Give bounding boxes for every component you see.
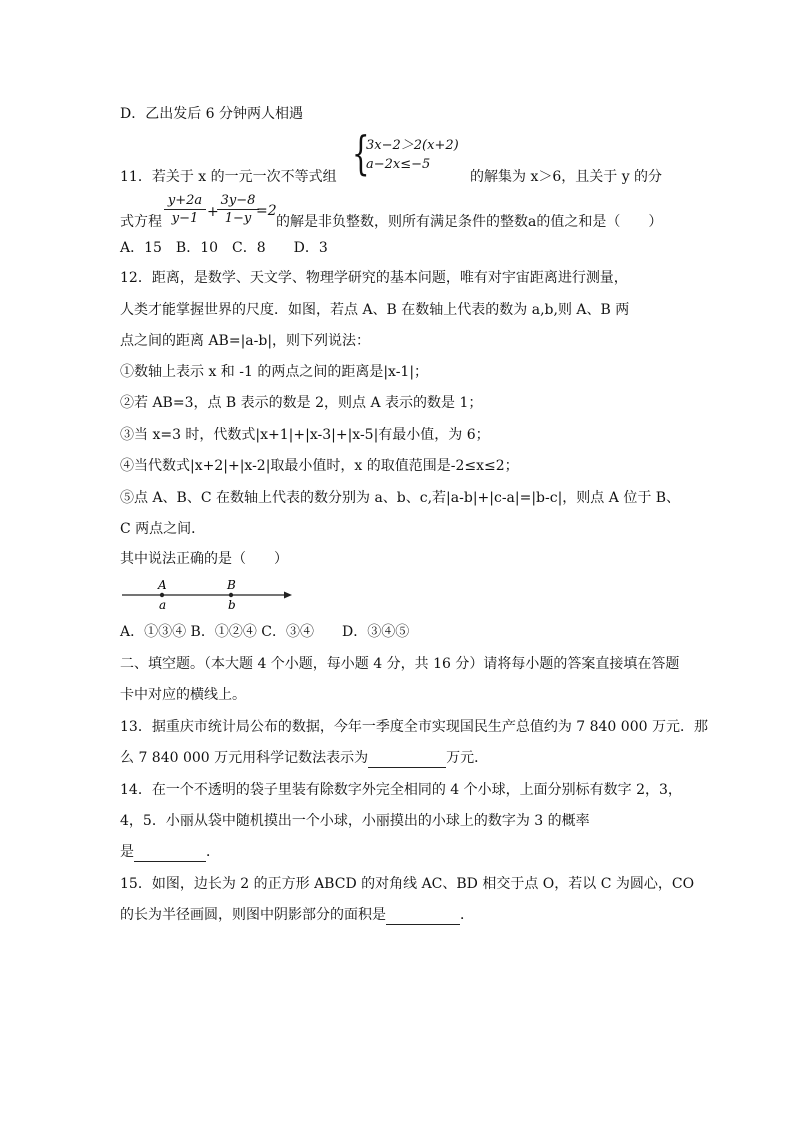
q15-line2-prefix: 的长为半径画圆，则图中阴影部分的面积是 — [120, 907, 386, 923]
value-a-label: a — [159, 598, 167, 612]
q13-line2-suffix: 万元． — [446, 750, 489, 766]
q15-line1: 15．如图，边长为 2 的正方形 ABCD 的对角线 AC、BD 相交于点 O，若以 C 为圆心，CO — [120, 876, 695, 892]
number-line-svg — [120, 578, 300, 612]
fraction-2-numerator: 3y−8 — [217, 192, 259, 210]
q14-line3 — [120, 842, 220, 862]
q12-line1: 12．距离，是数学、天文学、物理学研究的基本问题，唯有对宇宙距离进行测量， — [120, 270, 628, 286]
inequality-system — [352, 126, 472, 180]
q12-options: A．①③④ B．①②④ C．③④ D．③④⑤ — [120, 624, 410, 640]
brace-icon: { — [352, 126, 370, 180]
fraction-2 — [217, 192, 259, 227]
q12-statement-4: ④当代数式|x+2|+|x-2|取最小值时，x 的取值范围是-2≤x≤2； — [120, 458, 519, 474]
point-b-label: B — [227, 578, 236, 592]
q15-line2-suffix: ． — [460, 907, 474, 923]
section2-line2: 卡中对应的横线上。 — [120, 687, 246, 703]
q12-statement-2: ②若 AB=3，点 B 表示的数是 2，则点 A 表示的数是 1； — [120, 395, 483, 411]
q13-line1: 13．据重庆市统计局公布的数据，今年一季度全市实现国民生产总值约为 7 840 000 万元．那 — [120, 719, 708, 735]
fraction-1-denominator: y−1 — [171, 211, 199, 226]
fraction-1 — [164, 192, 206, 227]
q12-statement-1: ①数轴上表示 x 和 -1 的两点之间的距离是|x-1|； — [120, 364, 429, 380]
q12-question: 其中说法正确的是（ ） — [120, 551, 288, 567]
point-b-dot — [229, 593, 233, 597]
q12-statement-3: ③当 x=3 时，代数式|x+1|+|x-3|+|x-5|有最小值，为 6； — [120, 427, 490, 443]
q11-line1-prefix: 11．若关于 x 的一元一次不等式组 — [120, 169, 337, 185]
value-b-label: b — [228, 598, 236, 612]
q11-line2-suffix: 的解是非负整数，则所有满足条件的整数a的值之和是（ ） — [276, 214, 663, 230]
fraction-1-numerator: y+2a — [164, 192, 206, 210]
q12-line2: 人类才能掌握世界的尺度．如图，若点 A、B 在数轴上代表的数为 a,b,则 A、B 两 — [120, 302, 630, 318]
q11-options: A．15 B．10 C．8 D．3 — [120, 240, 328, 256]
q12-statement-5-line2: C 两点之间． — [120, 521, 206, 537]
q13-line2 — [120, 748, 488, 768]
q15-line2 — [120, 905, 474, 925]
q13-line2-prefix: 么 7 840 000 万元用科学记数法表示为 — [120, 750, 369, 766]
point-a-label: A — [158, 578, 167, 592]
number-line-figure — [120, 578, 300, 612]
plus-sign: + — [207, 204, 219, 220]
q14-line1: 14．在一个不透明的袋子里装有除数字外完全相同的 4 个小球，上面分别标有数字 2，3， — [120, 782, 682, 798]
answer-blank-13[interactable] — [368, 753, 446, 768]
fraction-2-denominator: 1−y — [224, 211, 252, 226]
system-row-1: 3x−2＞2(x+2) — [366, 138, 459, 153]
system-row-2: a−2x≤−5 — [366, 157, 431, 172]
point-a-dot — [160, 593, 164, 597]
q14-line3-prefix: 是 — [120, 844, 134, 860]
answer-blank-14[interactable] — [134, 847, 206, 862]
q10-option-d: D．乙出发后 6 分钟两人相遇 — [120, 106, 304, 122]
answer-blank-15[interactable] — [386, 910, 460, 925]
q11-line1-suffix: 的解集为 x＞6，且关于 y 的分 — [470, 169, 663, 185]
section2-line1: 二、填空题。（本大题 4 个小题，每小题 4 分，共 16 分）请将每小题的答案直接填在答题 — [120, 656, 680, 672]
q12-line3: 点之间的距离 AB=|a-b|，则下列说法： — [120, 333, 371, 349]
q14-line3-suffix: ． — [206, 844, 220, 860]
q11-line2-prefix: 式方程 — [120, 214, 162, 230]
q12-statement-5-line1: ⑤点 A、B、C 在数轴上代表的数分别为 a、b、c,若|a-b|+|c-a|=|b-c|，则点 A 位于 B、 — [120, 490, 681, 506]
arrow-icon — [284, 592, 292, 599]
q14-line2: 4，5．小丽从袋中随机摸出一个小球，小丽摸出的小球上的数字为 3 的概率 — [120, 813, 590, 829]
equation-rhs: =2 — [256, 203, 277, 219]
